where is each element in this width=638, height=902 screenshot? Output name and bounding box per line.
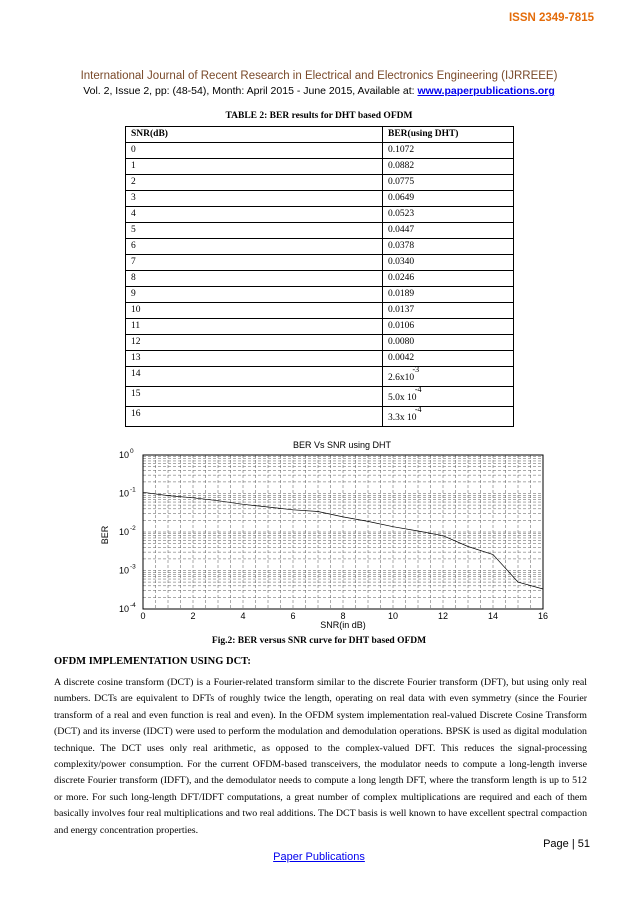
snr-cell: 8	[126, 271, 383, 287]
journal-details	[0, 85, 638, 97]
y-tick-base: 10	[119, 565, 130, 576]
snr-cell: 11	[126, 319, 383, 335]
ber-cell: 0.0882	[383, 159, 514, 175]
table-row	[126, 159, 514, 175]
snr-cell: 7	[126, 255, 383, 271]
ber-cell: 0.0080	[383, 335, 514, 351]
x-tick-label: 0	[140, 611, 146, 621]
table-row	[126, 143, 514, 159]
page-number: Page | 51	[543, 838, 590, 850]
table-row	[126, 287, 514, 303]
snr-cell: 2	[126, 175, 383, 191]
y-tick-exponent: -3	[130, 563, 136, 571]
x-tick-label: 6	[290, 611, 296, 621]
x-tick-label: 16	[537, 611, 549, 621]
y-tick-base: 10	[119, 488, 130, 499]
snr-cell: 16	[126, 407, 383, 427]
snr-cell: 15	[126, 387, 383, 407]
y-tick-base: 10	[119, 527, 130, 537]
snr-cell: 4	[126, 207, 383, 223]
table-caption: TABLE 2: BER results for DHT based OFDM	[225, 111, 413, 121]
y-tick-exponent: -1	[130, 486, 136, 494]
ber-cell	[383, 367, 514, 387]
table-row	[126, 223, 514, 239]
ber-cell: 0.0106	[383, 319, 514, 335]
table-row	[126, 351, 514, 367]
table-row	[126, 407, 514, 427]
y-axis-label: BER	[100, 525, 110, 545]
table-row	[126, 271, 514, 287]
snr-cell: 3	[126, 191, 383, 207]
ber-cell: 0.0523	[383, 207, 514, 223]
journal-title: International Journal of Recent Research in Electrical and Electronics Engineering (IJRREEE)	[80, 70, 558, 82]
ber-mantissa: 3.3x 10	[388, 413, 417, 423]
ber-cell: 0.1072	[383, 143, 514, 159]
y-tick-exponent: -4	[130, 602, 136, 609]
snr-cell: 9	[126, 287, 383, 303]
table-row	[126, 303, 514, 319]
x-tick-label: 8	[340, 611, 346, 621]
ber-cell: 0.0340	[383, 255, 514, 271]
table-row	[126, 255, 514, 271]
table-row	[126, 387, 514, 407]
figure-caption: Fig.2: BER versus SNR curve for DHT based OFDM	[211, 636, 427, 646]
ber-cell: 0.0189	[383, 287, 514, 303]
ber-sci-value	[388, 405, 422, 426]
y-tick-exponent: -2	[130, 525, 136, 532]
snr-cell: 0	[126, 143, 383, 159]
table-row	[126, 319, 514, 335]
x-tick-label: 14	[487, 611, 499, 621]
y-axis	[119, 448, 136, 614]
table-row	[126, 191, 514, 207]
ber-mantissa: 2.6x10	[388, 373, 415, 383]
ber-exponent: -3	[412, 365, 420, 374]
ber-cell: 0.0447	[383, 223, 514, 239]
y-tick-exponent: 0	[130, 448, 134, 455]
ber-mantissa: 5.0x 10	[388, 393, 417, 403]
ber-cell: 0.0246	[383, 271, 514, 287]
ber-snr-chart	[88, 438, 558, 630]
body-paragraph: A discrete cosine transform (DCT) is a Fourier-related transform similar to the discrete Fourier transform (DFT), but using only real numbers. DCTs are equivalent to DFTs of roughly twice the length, operating on real data with even symmetry (since the Fourier transform of a real and even function is real and even). In the OFDM system implementation real-valued Discrete Cosine Transform (DCT) and its inverse (IDCT) were used to perform the modulation and demodulation operations. BPSK is used as digital modulation technique. The DCT uses only real arithmetic, as opposed to the complex-valued DFT. This reduces the signal-processing complexity/power consumption. For the current OFDM-based transceivers, the modulator needs to compute a long-length inverse discrete Fourier transform (IDFT), and the demodulator needs to compute a long length DFT, where the transform length is up to 512 or more. For such long-length DFT/IDFT computations, a great number of complex multiplications are required and each of them basically involves four real multiplications and two real additions. The DCT basis is well known to have excellent spectral compaction and energy concentration properties.	[54, 677, 587, 836]
ber-cell: 0.0137	[383, 303, 514, 319]
table-row	[126, 335, 514, 351]
snr-cell: 13	[126, 351, 383, 367]
column-header-snr: SNR(dB)	[126, 127, 383, 143]
column-header-ber: BER(using DHT)	[383, 127, 514, 143]
snr-cell: 6	[126, 239, 383, 255]
ber-exponent: -4	[414, 385, 422, 394]
ber-sci-value	[388, 365, 420, 386]
x-tick-label: 12	[437, 611, 449, 621]
chart-title: BER Vs SNR using DHT	[292, 440, 392, 450]
y-tick-base: 10	[119, 450, 130, 460]
x-tick-label: 2	[190, 611, 196, 621]
journal-link[interactable]: www.paperpublications.org	[417, 85, 555, 97]
table-row	[126, 367, 514, 387]
ber-cell	[383, 387, 514, 407]
ber-cell: 0.0649	[383, 191, 514, 207]
ber-cell: 0.0042	[383, 351, 514, 367]
snr-cell: 14	[126, 367, 383, 387]
chart-grid	[143, 455, 543, 609]
ber-cell	[383, 407, 514, 427]
snr-cell: 12	[126, 335, 383, 351]
x-axis-label: SNR(in dB)	[320, 620, 366, 630]
table-row	[126, 175, 514, 191]
snr-cell: 5	[126, 223, 383, 239]
issn-label: ISSN 2349-7815	[508, 12, 594, 24]
y-tick-base: 10	[119, 604, 130, 614]
snr-cell: 10	[126, 303, 383, 319]
ber-sci-value	[388, 385, 422, 406]
ber-cell: 0.0775	[383, 175, 514, 191]
x-tick-label: 4	[240, 611, 246, 621]
table-row	[126, 207, 514, 223]
section-heading: OFDM IMPLEMENTATION USING DCT:	[54, 656, 251, 667]
table-row	[126, 239, 514, 255]
ber-table	[125, 126, 514, 427]
publisher-link[interactable]: Paper Publications	[273, 851, 365, 863]
ber-exponent: -4	[414, 405, 422, 414]
x-tick-label: 10	[387, 611, 399, 621]
journal-details-text: Vol. 2, Issue 2, pp: (48-54), Month: April 2015 - June 2015, Available at:	[83, 85, 418, 97]
snr-cell: 1	[126, 159, 383, 175]
table-header-row	[126, 127, 514, 143]
ber-cell: 0.0378	[383, 239, 514, 255]
